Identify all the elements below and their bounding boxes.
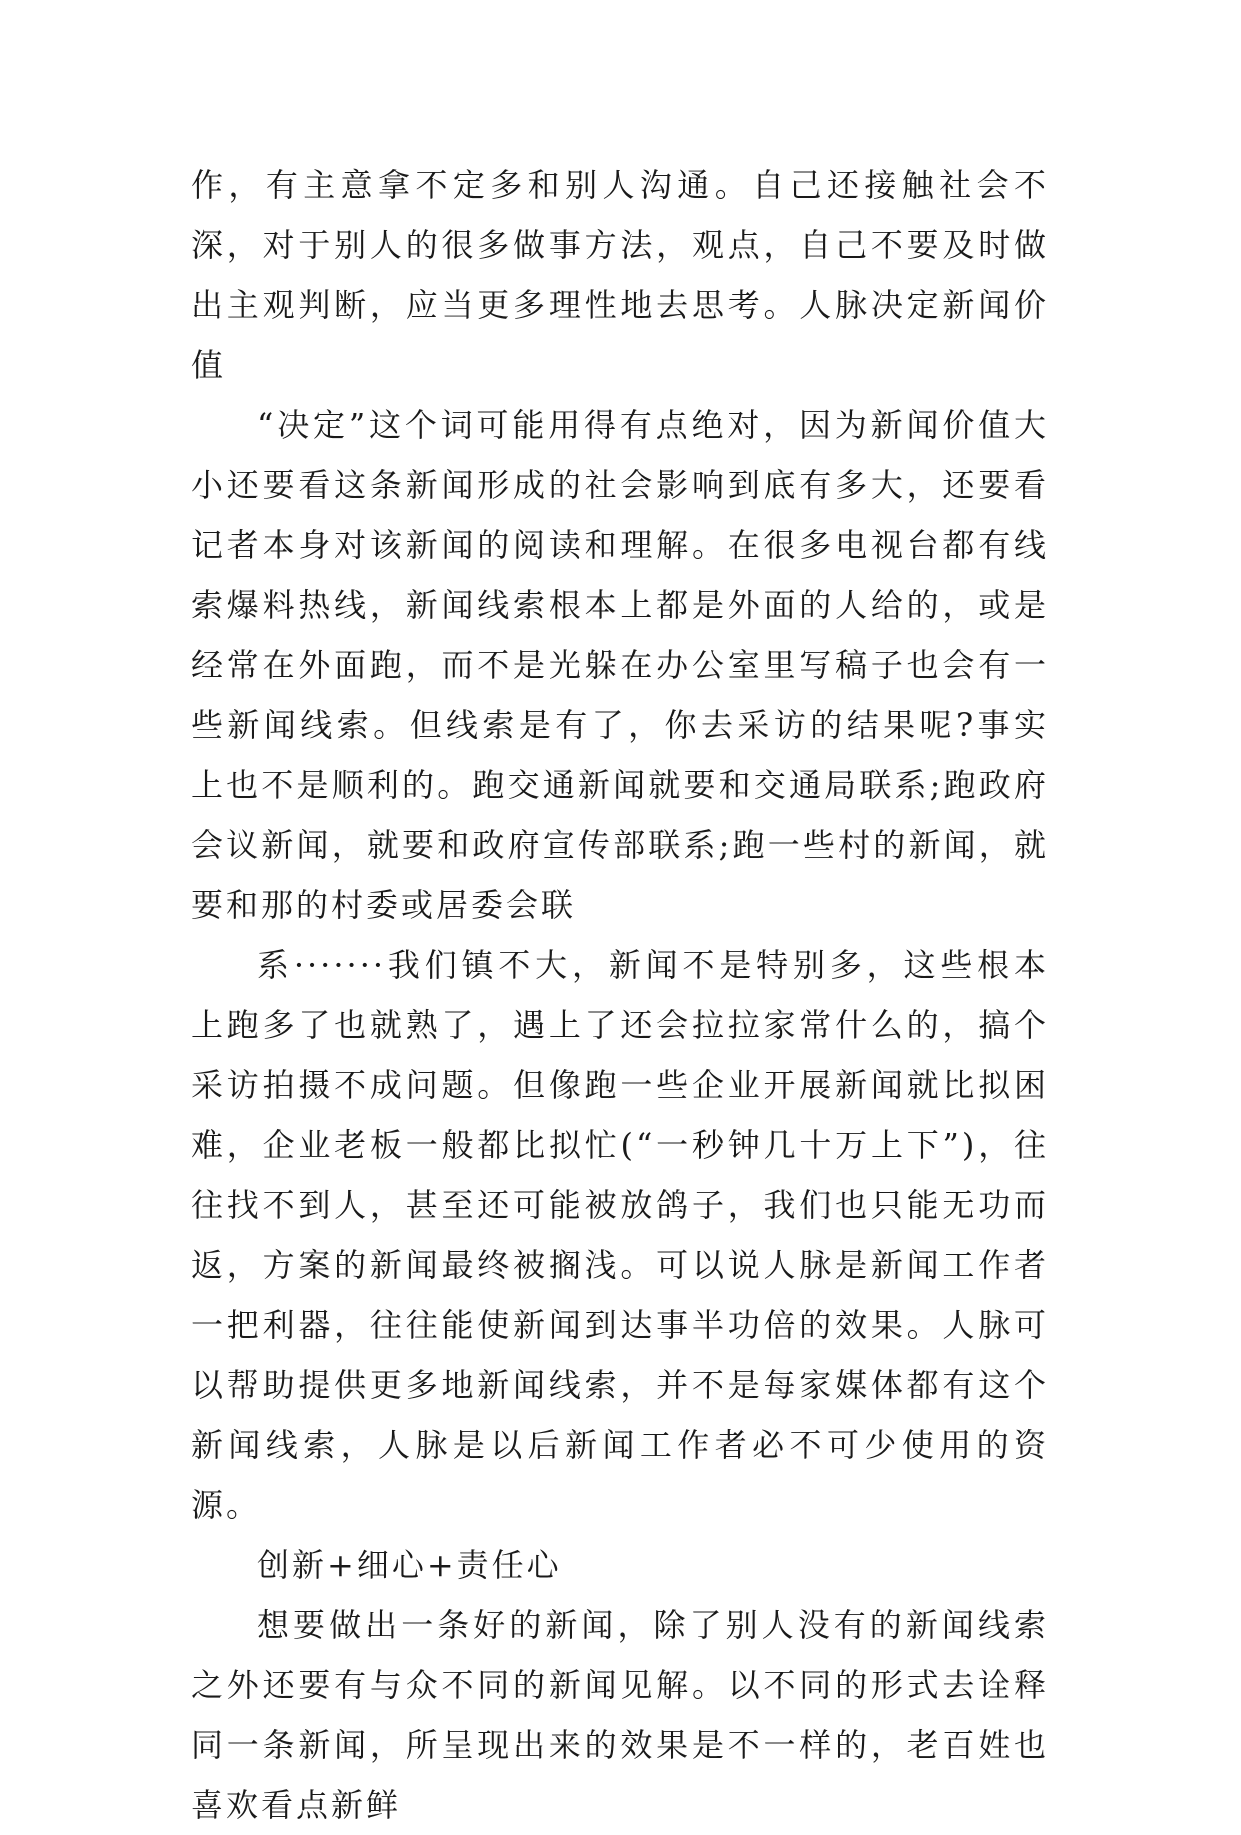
paragraph-2: “决定”这个词可能用得有点绝对，因为新闻价值大小还要看这条新闻形成的社会影响到底有多大，还要看记者本身对该新闻的阅读和理解。在很多电视台都有线索爆料热线，新闻线索根本上都是外面的人给的，或是经常在外面跑，而不是光躲在办公室里写稿子也会有一些新闻线索。但线索是有了，你去采访的结果呢?事实上也不是顺利的。跑交通新闻就要和交通局联系;跑政府会议新闻，就要和政府宣传部联系;跑一些村的新闻，就要和那的村委或居委会联: [191, 406, 1049, 924]
section-heading: 创新+细心+责任心: [257, 1546, 562, 1584]
document-page: [191, 155, 1049, 1835]
paragraph-4: 想要做出一条好的新闻，除了别人没有的新闻线索之外还要有与众不同的新闻见解。以不同的形式去诠释同一条新闻，所呈现出来的效果是不一样的，老百姓也喜欢看点新鲜: [191, 1606, 1049, 1824]
paragraph-3: 系·······我们镇不大，新闻不是特别多，这些根本上跑多了也就熟了，遇上了还会拉拉家常什么的，搞个采访拍摄不成问题。但像跑一些企业开展新闻就比拟困难，企业老板一般都比拟忙(“一秒钟几十万上下”)，往往找不到人，甚至还可能被放鸽子，我们也只能无功而返，方案的新闻最终被搁浅。可以说人脉是新闻工作者一把利器，往往能使新闻到达事半功倍的效果。人脉可以帮助提供更多地新闻线索，并不是每家媒体都有这个新闻线索，人脉是以后新闻工作者必不可少使用的资源。: [191, 946, 1049, 1524]
paragraph-1: 作，有主意拿不定多和别人沟通。自己还接触社会不深，对于别人的很多做事方法，观点，自己不要及时做出主观判断，应当更多理性地去思考。人脉决定新闻价值: [191, 166, 1049, 384]
